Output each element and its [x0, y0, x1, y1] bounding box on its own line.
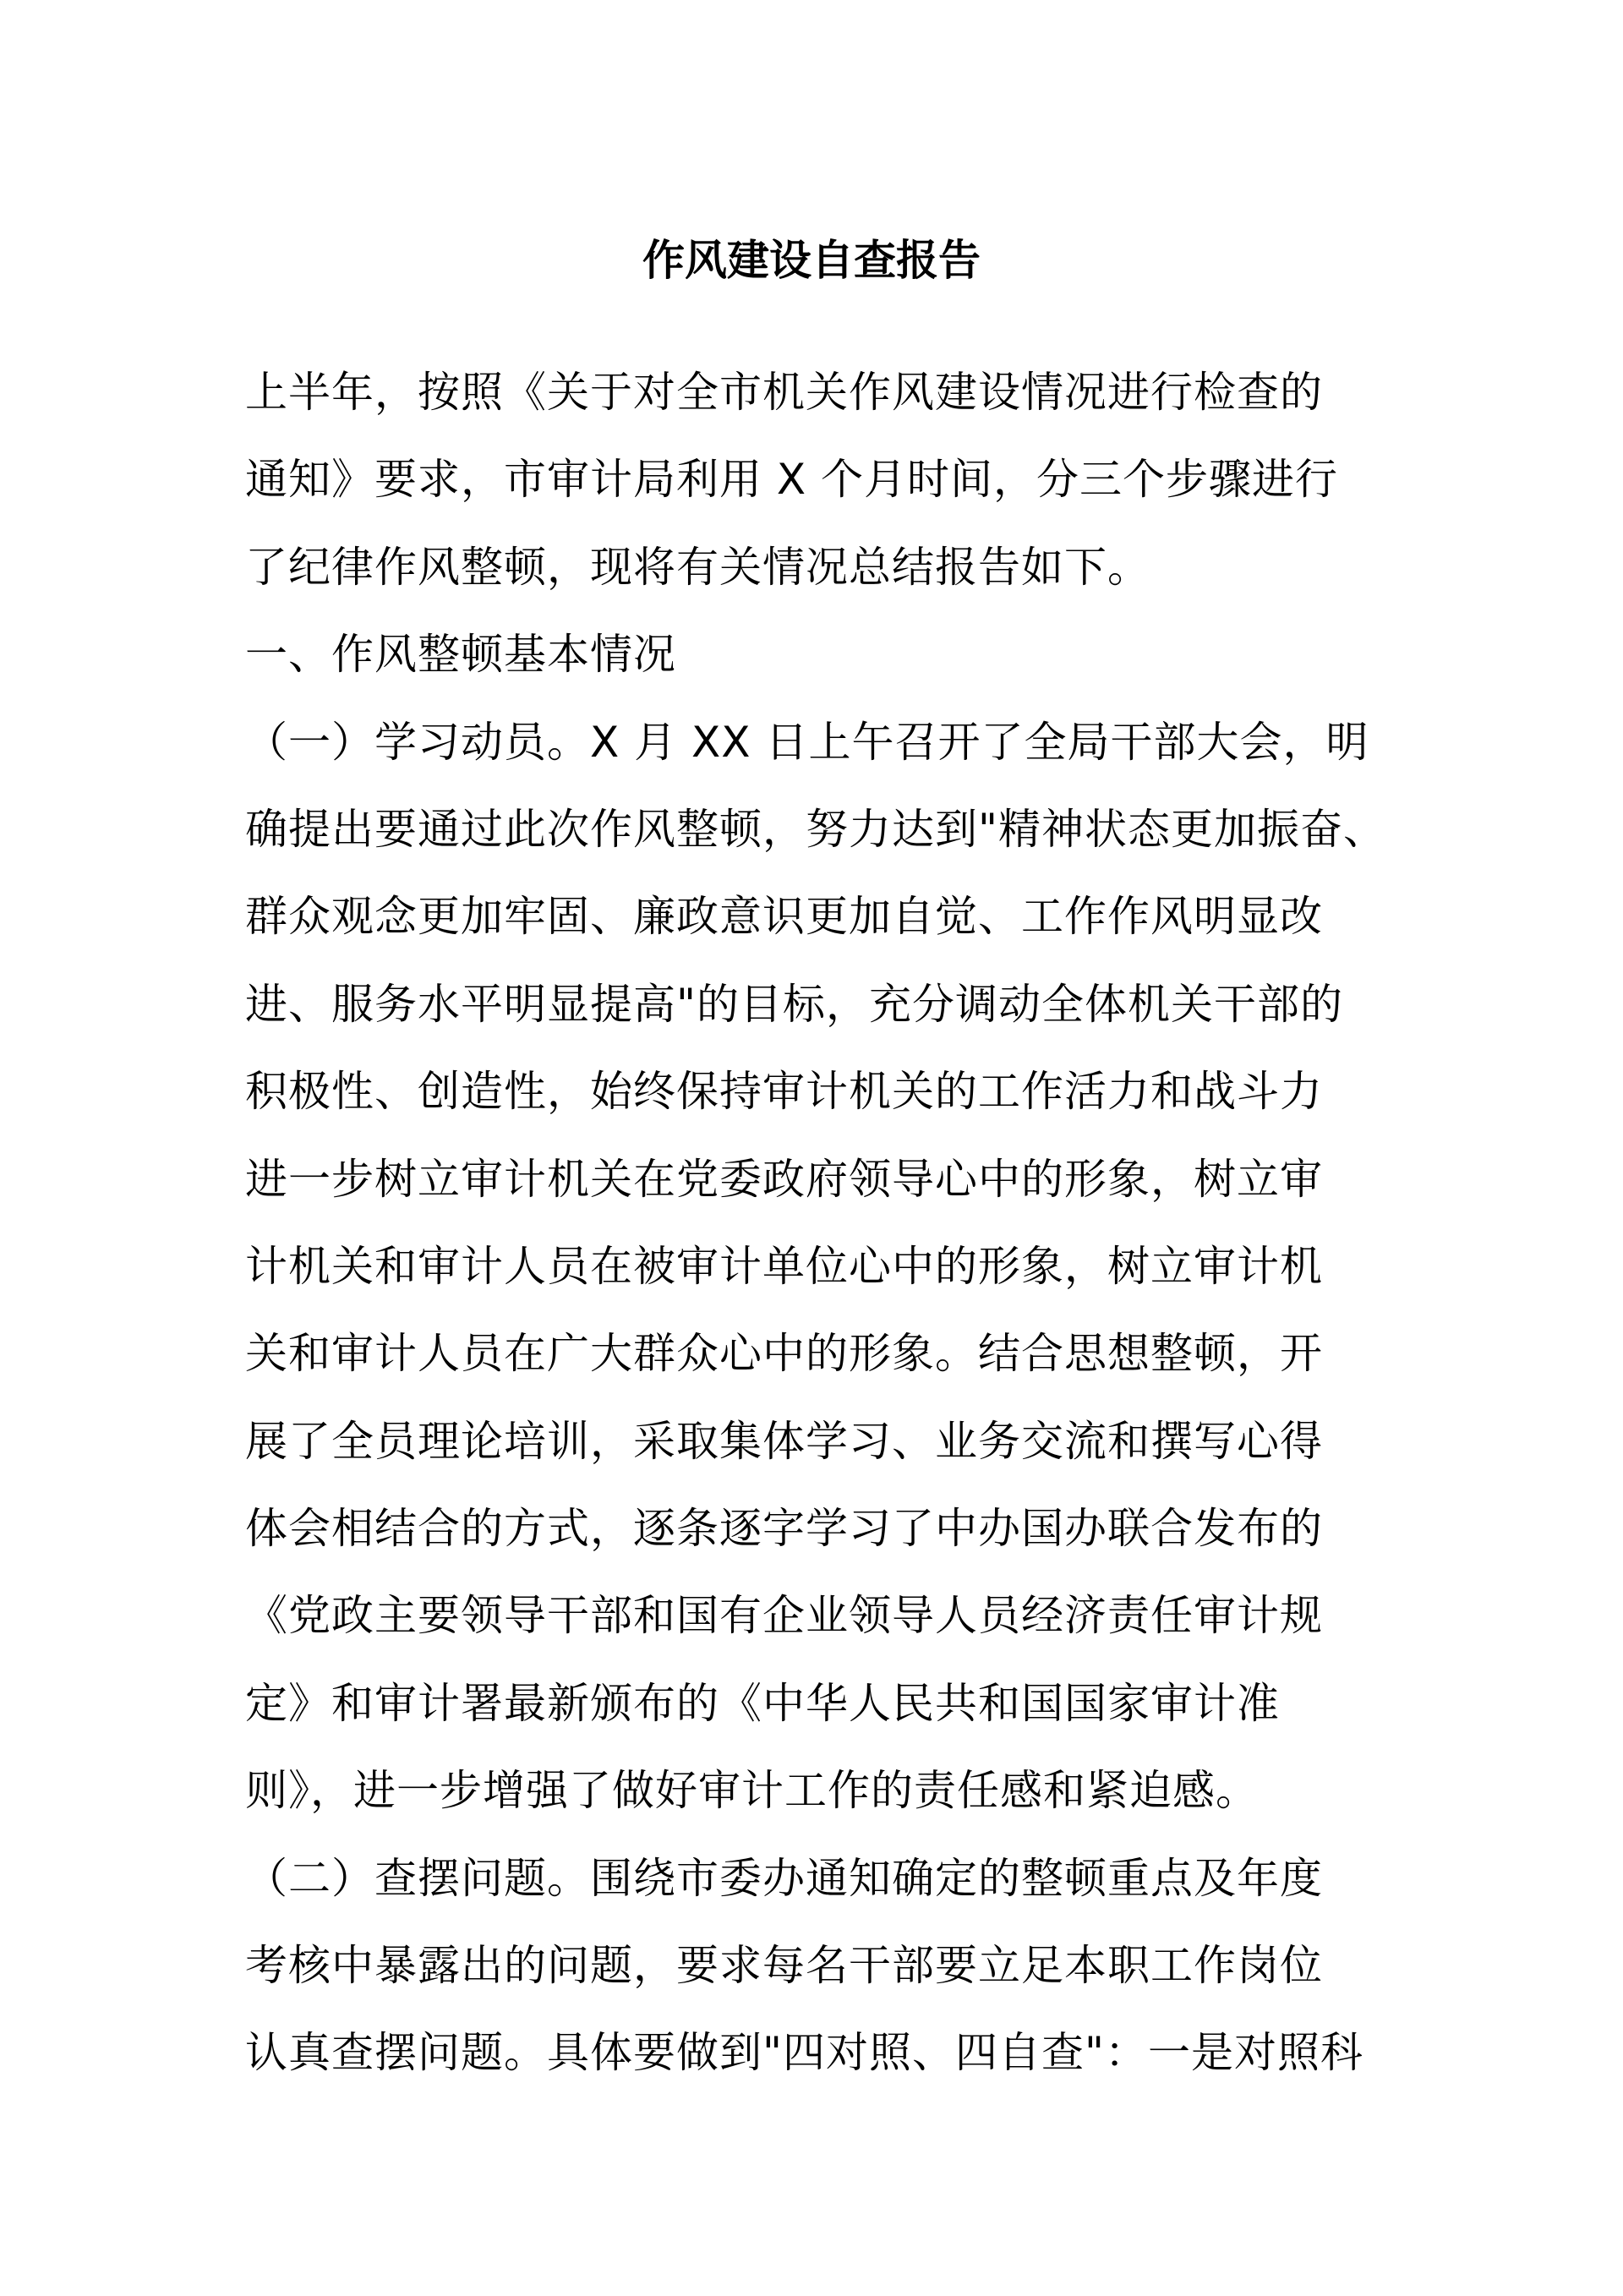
body-line: 上半年，按照《关于对全市机关作风建设情况进行检查的: [245, 368, 1323, 417]
document-title: 作风建设自查报告: [642, 236, 981, 285]
body-line: 积极性、创造性，始终保持审计机关的工作活力和战斗力: [245, 1067, 1323, 1117]
body-line: 则》，进一步增强了做好审计工作的责任感和紧迫感。: [245, 1766, 1259, 1816]
body-line: 展了全员理论培训，采取集体学习、业务交流和撰写心得: [245, 1416, 1323, 1466]
body-line: 通知》要求，市审计局利用 X 个月时间，分三个步骤进行: [245, 455, 1339, 505]
body-line: 认真查摆问题。具体要做到"四对照、四自查"：一是对照科: [245, 2028, 1363, 2078]
body-line: 定》和审计署最新颁布的《中华人民共和国国家审计准: [245, 1678, 1280, 1728]
body-line: （一）学习动员。X 月 XX 日上午召开了全局干部大会，明: [245, 717, 1369, 767]
body-line: 《党政主要领导干部和国有企业领导人员经济责任审计规: [245, 1591, 1323, 1641]
body-line: 确提出要通过此次作风整顿，努力达到"精神状态更加振奋、: [245, 804, 1386, 854]
body-line: 进一步树立审计机关在党委政府领导心中的形象，树立审: [245, 1154, 1323, 1204]
body-line: 计机关和审计人员在被审计单位心中的形象，树立审计机: [245, 1241, 1323, 1291]
body-line: 群众观念更加牢固、廉政意识更加自觉、工作作风明显改: [245, 892, 1323, 942]
body-line: （二）查摆问题。围绕市委办通知确定的整顿重点及年度: [245, 1853, 1323, 1903]
section-heading: 一、作风整顿基本情况: [245, 630, 676, 680]
body-line: 体会相结合的方式，逐条逐字学习了中办国办联合发布的: [245, 1504, 1323, 1554]
body-line: 关和审计人员在广大群众心中的形象。结合思想整顿，开: [245, 1329, 1323, 1379]
body-line: 考核中暴露出的问题，要求每名干部要立足本职工作岗位: [245, 1941, 1323, 1991]
document-body: [245, 349, 1403, 2097]
body-line: 了纪律作风整顿，现将有关情况总结报告如下。: [245, 542, 1150, 592]
body-line: 进、服务水平明显提高"的目标，充分调动全体机关干部的: [245, 979, 1343, 1029]
